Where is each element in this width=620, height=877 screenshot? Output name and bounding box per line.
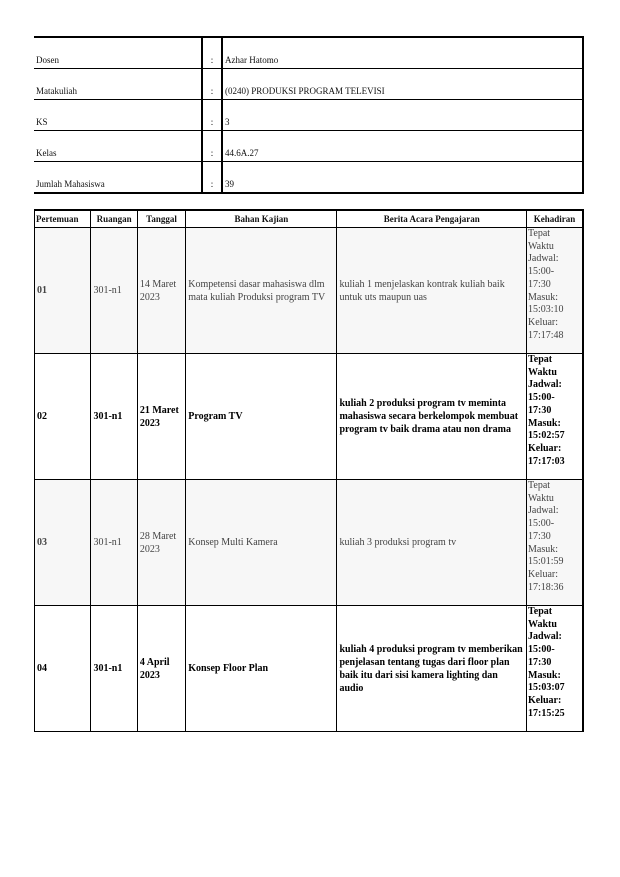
- kehadiran-line: 17:30: [528, 278, 551, 290]
- table-row: [35, 480, 584, 606]
- cell-pertemuan: 04: [35, 606, 91, 732]
- info-value: 44.6A.27: [222, 131, 583, 162]
- cell-ruangan: 301-n1: [91, 480, 137, 606]
- info-label: Dosen: [34, 37, 202, 69]
- cell-tanggal: 14 Maret 2023: [137, 228, 185, 354]
- cell-pertemuan: 02: [35, 354, 91, 480]
- kehadiran-line: 15:03:10: [528, 304, 564, 316]
- kehadiran-line: Masuk:: [528, 417, 561, 429]
- info-separator: :: [202, 162, 222, 194]
- kehadiran-line: Keluar:: [528, 694, 562, 706]
- cell-kehadiran: [527, 228, 584, 354]
- cell-berita-acara: kuliah 2 produksi program tv meminta mahasiswa secara berkelompok membuat program tv baik drama atau non drama: [337, 354, 527, 480]
- info-value: 3: [222, 100, 583, 131]
- kehadiran-line: Waktu: [528, 366, 557, 378]
- info-label: KS: [34, 100, 202, 131]
- kehadiran-line: Masuk:: [528, 291, 558, 303]
- info-separator: :: [202, 131, 222, 162]
- kehadiran-line: Tepat: [528, 606, 553, 617]
- table-row: [35, 606, 584, 732]
- header-kehadiran: Kehadiran: [527, 210, 584, 228]
- header-ruangan: Ruangan: [91, 210, 137, 228]
- cell-ruangan: 301-n1: [91, 354, 137, 480]
- schedule-table: [34, 209, 584, 732]
- kehadiran-line: 15:00-: [528, 518, 555, 530]
- kehadiran-line: Waktu: [528, 618, 557, 630]
- cell-tanggal: 4 April 2023: [137, 606, 185, 732]
- info-row-kelas: [34, 131, 583, 162]
- info-row-matakuliah: [34, 69, 583, 100]
- kehadiran-line: Waktu: [528, 240, 554, 252]
- cell-bahan-kajian: Konsep Floor Plan: [186, 606, 337, 732]
- cell-kehadiran: [527, 480, 584, 606]
- kehadiran-line: Waktu: [528, 492, 554, 504]
- kehadiran-line: 17:15:25: [528, 707, 565, 719]
- info-row-dosen: [34, 37, 583, 69]
- kehadiran-line: 17:18:36: [528, 581, 564, 593]
- kehadiran-line: Jadwal:: [528, 253, 559, 265]
- cell-ruangan: 301-n1: [91, 606, 137, 732]
- table-row: [35, 228, 584, 354]
- kehadiran-line: 15:00-: [528, 266, 555, 278]
- cell-berita-acara: kuliah 4 produksi program tv memberikan penjelasan tentang tugas dari floor plan baik itu dari sisi kamera lighting dan audio: [337, 606, 527, 732]
- cell-berita-acara: kuliah 1 menjelaskan kontrak kuliah baik untuk uts maupun uas: [337, 228, 527, 354]
- cell-kehadiran: [527, 354, 584, 480]
- info-label: Kelas: [34, 131, 202, 162]
- kehadiran-line: 15:00-: [528, 644, 555, 656]
- cell-kehadiran: [527, 606, 584, 732]
- kehadiran-line: Tepat: [528, 228, 551, 239]
- info-separator: :: [202, 37, 222, 69]
- cell-tanggal: 28 Maret 2023: [137, 480, 185, 606]
- kehadiran-line: Jadwal:: [528, 505, 559, 517]
- kehadiran-line: 17:30: [528, 404, 552, 416]
- kehadiran-line: 15:00-: [528, 392, 555, 404]
- header-pertemuan: Pertemuan: [35, 210, 91, 228]
- schedule-header-row: [35, 210, 584, 228]
- info-row-jumlah-mahasiswa: [34, 162, 583, 194]
- course-info-table: [34, 36, 584, 194]
- cell-pertemuan: 01: [35, 228, 91, 354]
- info-label: Jumlah Mahasiswa: [34, 162, 202, 194]
- info-value: 39: [222, 162, 583, 194]
- cell-bahan-kajian: Konsep Multi Kamera: [186, 480, 337, 606]
- cell-ruangan: 301-n1: [91, 228, 137, 354]
- info-separator: :: [202, 100, 222, 131]
- cell-berita-acara: kuliah 3 produksi program tv: [337, 480, 527, 606]
- cell-bahan-kajian: Program TV: [186, 354, 337, 480]
- info-label: Matakuliah: [34, 69, 202, 100]
- cell-tanggal: 21 Maret 2023: [137, 354, 185, 480]
- kehadiran-line: Keluar:: [528, 568, 558, 580]
- kehadiran-line: Masuk:: [528, 669, 561, 681]
- cell-pertemuan: 03: [35, 480, 91, 606]
- kehadiran-line: Jadwal:: [528, 631, 562, 643]
- table-row: [35, 354, 584, 480]
- info-separator: :: [202, 69, 222, 100]
- kehadiran-line: 15:02:57: [528, 430, 565, 442]
- kehadiran-line: Masuk:: [528, 543, 558, 555]
- info-row-ks: [34, 100, 583, 131]
- cell-bahan-kajian: Kompetensi dasar mahasiswa dlm mata kuliah Produksi program TV: [186, 228, 337, 354]
- info-value: Azhar Hatomo: [222, 37, 583, 69]
- kehadiran-line: 17:30: [528, 530, 551, 542]
- info-value: (0240) PRODUKSI PROGRAM TELEVISI: [222, 69, 583, 100]
- header-bahan-kajian: Bahan Kajian: [186, 210, 337, 228]
- kehadiran-line: Tepat: [528, 354, 553, 365]
- header-berita-acara: Berita Acara Pengajaran: [337, 210, 527, 228]
- header-tanggal: Tanggal: [137, 210, 185, 228]
- kehadiran-line: 17:30: [528, 656, 552, 668]
- kehadiran-line: Tepat: [528, 480, 551, 491]
- kehadiran-line: Jadwal:: [528, 379, 562, 391]
- kehadiran-line: 15:03:07: [528, 682, 565, 694]
- kehadiran-line: 17:17:48: [528, 329, 564, 341]
- kehadiran-line: Keluar:: [528, 442, 562, 454]
- kehadiran-line: 17:17:03: [528, 455, 565, 467]
- kehadiran-line: 15:01:59: [528, 556, 564, 568]
- kehadiran-line: Keluar:: [528, 316, 558, 328]
